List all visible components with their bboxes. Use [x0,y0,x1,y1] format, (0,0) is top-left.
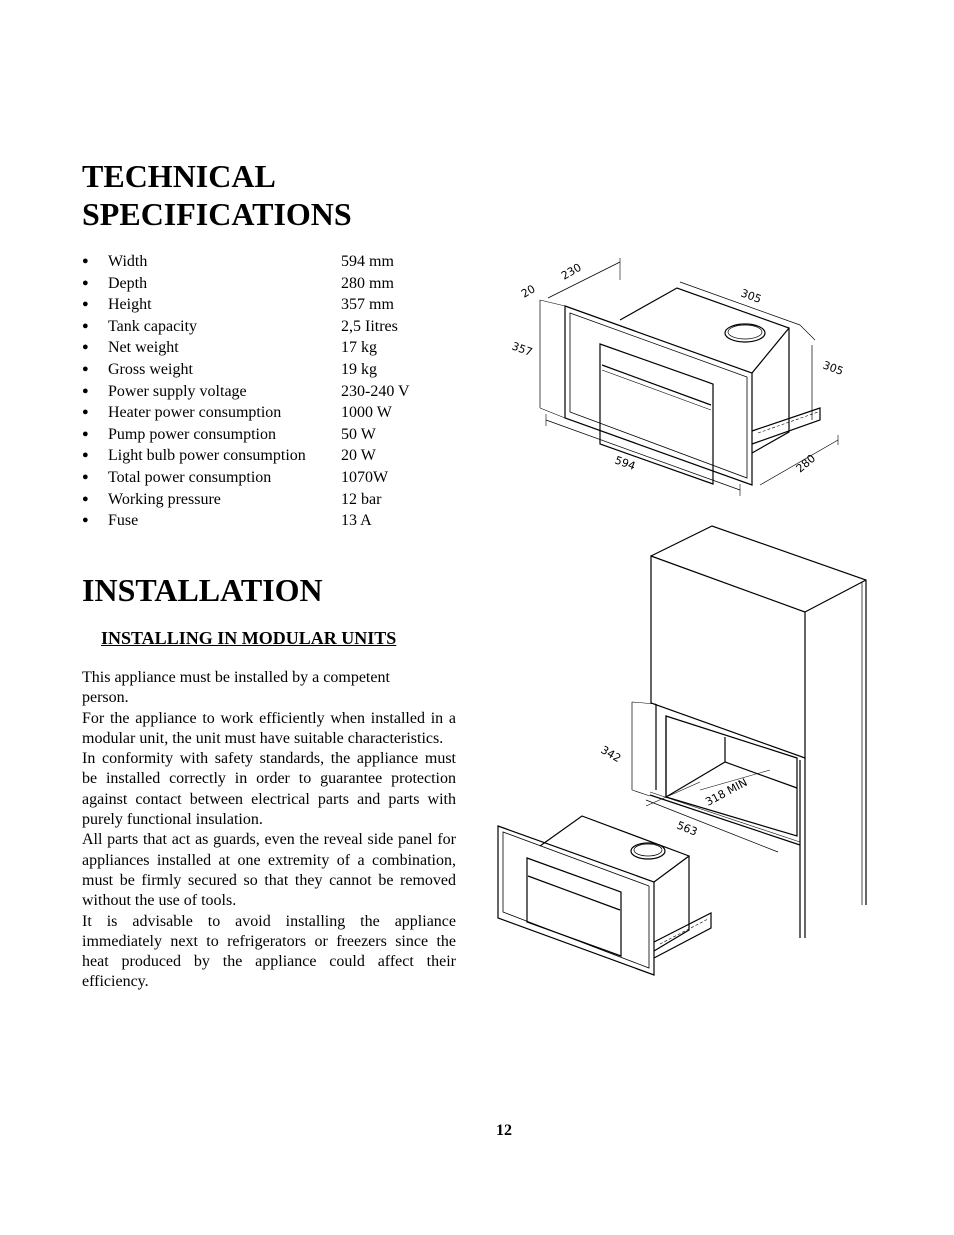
bullet-icon: ● [82,514,89,527]
bullet-icon: ● [82,406,89,419]
spec-label: Heater power consumption [108,404,282,422]
spec-label: Working pressure [108,490,221,508]
dim-342: 342 [598,743,624,766]
dim-230: 230 [559,260,584,283]
bullet-icon: ● [82,470,89,483]
bullet-icon: ● [82,255,89,267]
spec-value: 2,5 Iitres [341,317,398,335]
spec-label: Height [108,296,152,314]
page-number: 12 [496,1122,512,1139]
spec-value: 20 W [341,447,376,465]
spec-label: Gross weight [108,360,193,378]
bullet-icon: ● [82,492,89,505]
bullet-icon: ● [82,298,89,311]
bullet-icon: ● [82,449,89,462]
spec-label: Net weight [108,339,179,357]
dim-357: 357 [509,339,535,360]
installation-heading: INSTALLATION [82,572,323,608]
spec-label: Width [108,253,148,270]
bullet-icon: ● [82,341,89,354]
paragraph: This appliance must be installed by a competent person. [82,669,390,707]
dim-318-min: 318 MIN [703,775,750,809]
dim-305-top: 305 [738,286,764,307]
spec-label: Fuse [108,512,139,530]
spec-label: Pump power consumption [108,425,276,443]
spec-label: Tank capacity [108,317,198,335]
spec-label: Depth [108,274,148,292]
installation-text [82,668,456,993]
paragraph: All parts that act as guards, even the reveal side panel for appliances installed at one extremity of a combination, must be firmly secured so that they cannot be removed without the use of tools. [82,831,456,910]
paragraph: For the appliance to work efficiently when installed in a modular unit, the unit must have suitable characteristics. [82,709,456,747]
spec-value: 594 mm [341,253,394,270]
spec-value: 280 mm [341,274,394,292]
spec-value: 230-240 V [341,382,410,400]
spec-label: Total power consumption [108,468,272,486]
bullet-icon: ● [82,427,89,440]
paragraph: It is advisable to avoid installing the appliance immediately next to refrigerators or freezers since the heat produced by the appliance could affect their efficiency. [82,912,456,991]
spec-label: Light bulb power consumption [108,447,306,465]
bullet-icon: ● [82,362,89,375]
spec-value: 12 bar [341,490,382,508]
spec-label: Power supply voltage [108,382,247,400]
paragraph: In conformity with safety standards, the appliance must be installed correctly in order to guarantee protection against contact between electrical parts and parts with purely functional insulation. [82,750,456,829]
cabinet-installation-diagram [490,520,870,980]
technical-specifications-heading: TECHNICAL SPECIFICATIONS [82,158,352,232]
spec-value: 357 mm [341,296,394,314]
spec-value: 1000 W [341,404,392,422]
bullet-icon: ● [82,319,89,332]
spec-value: 1070W [341,468,389,486]
dim-305-side: 305 [820,358,846,379]
spec-value: 19 kg [341,360,377,378]
appliance-dimension-diagram [500,250,860,500]
installing-subheading: INSTALLING IN MODULAR UNITS [101,628,397,648]
dim-20: 20 [519,282,538,301]
dim-563: 563 [674,818,700,839]
spec-value: 13 A [341,512,372,530]
spec-value: 17 kg [341,339,377,357]
dim-280: 280 [793,451,819,476]
dim-594: 594 [612,453,638,474]
bullet-icon: ● [82,384,89,397]
spec-value: 50 W [341,425,376,443]
bullet-icon: ● [82,276,89,289]
